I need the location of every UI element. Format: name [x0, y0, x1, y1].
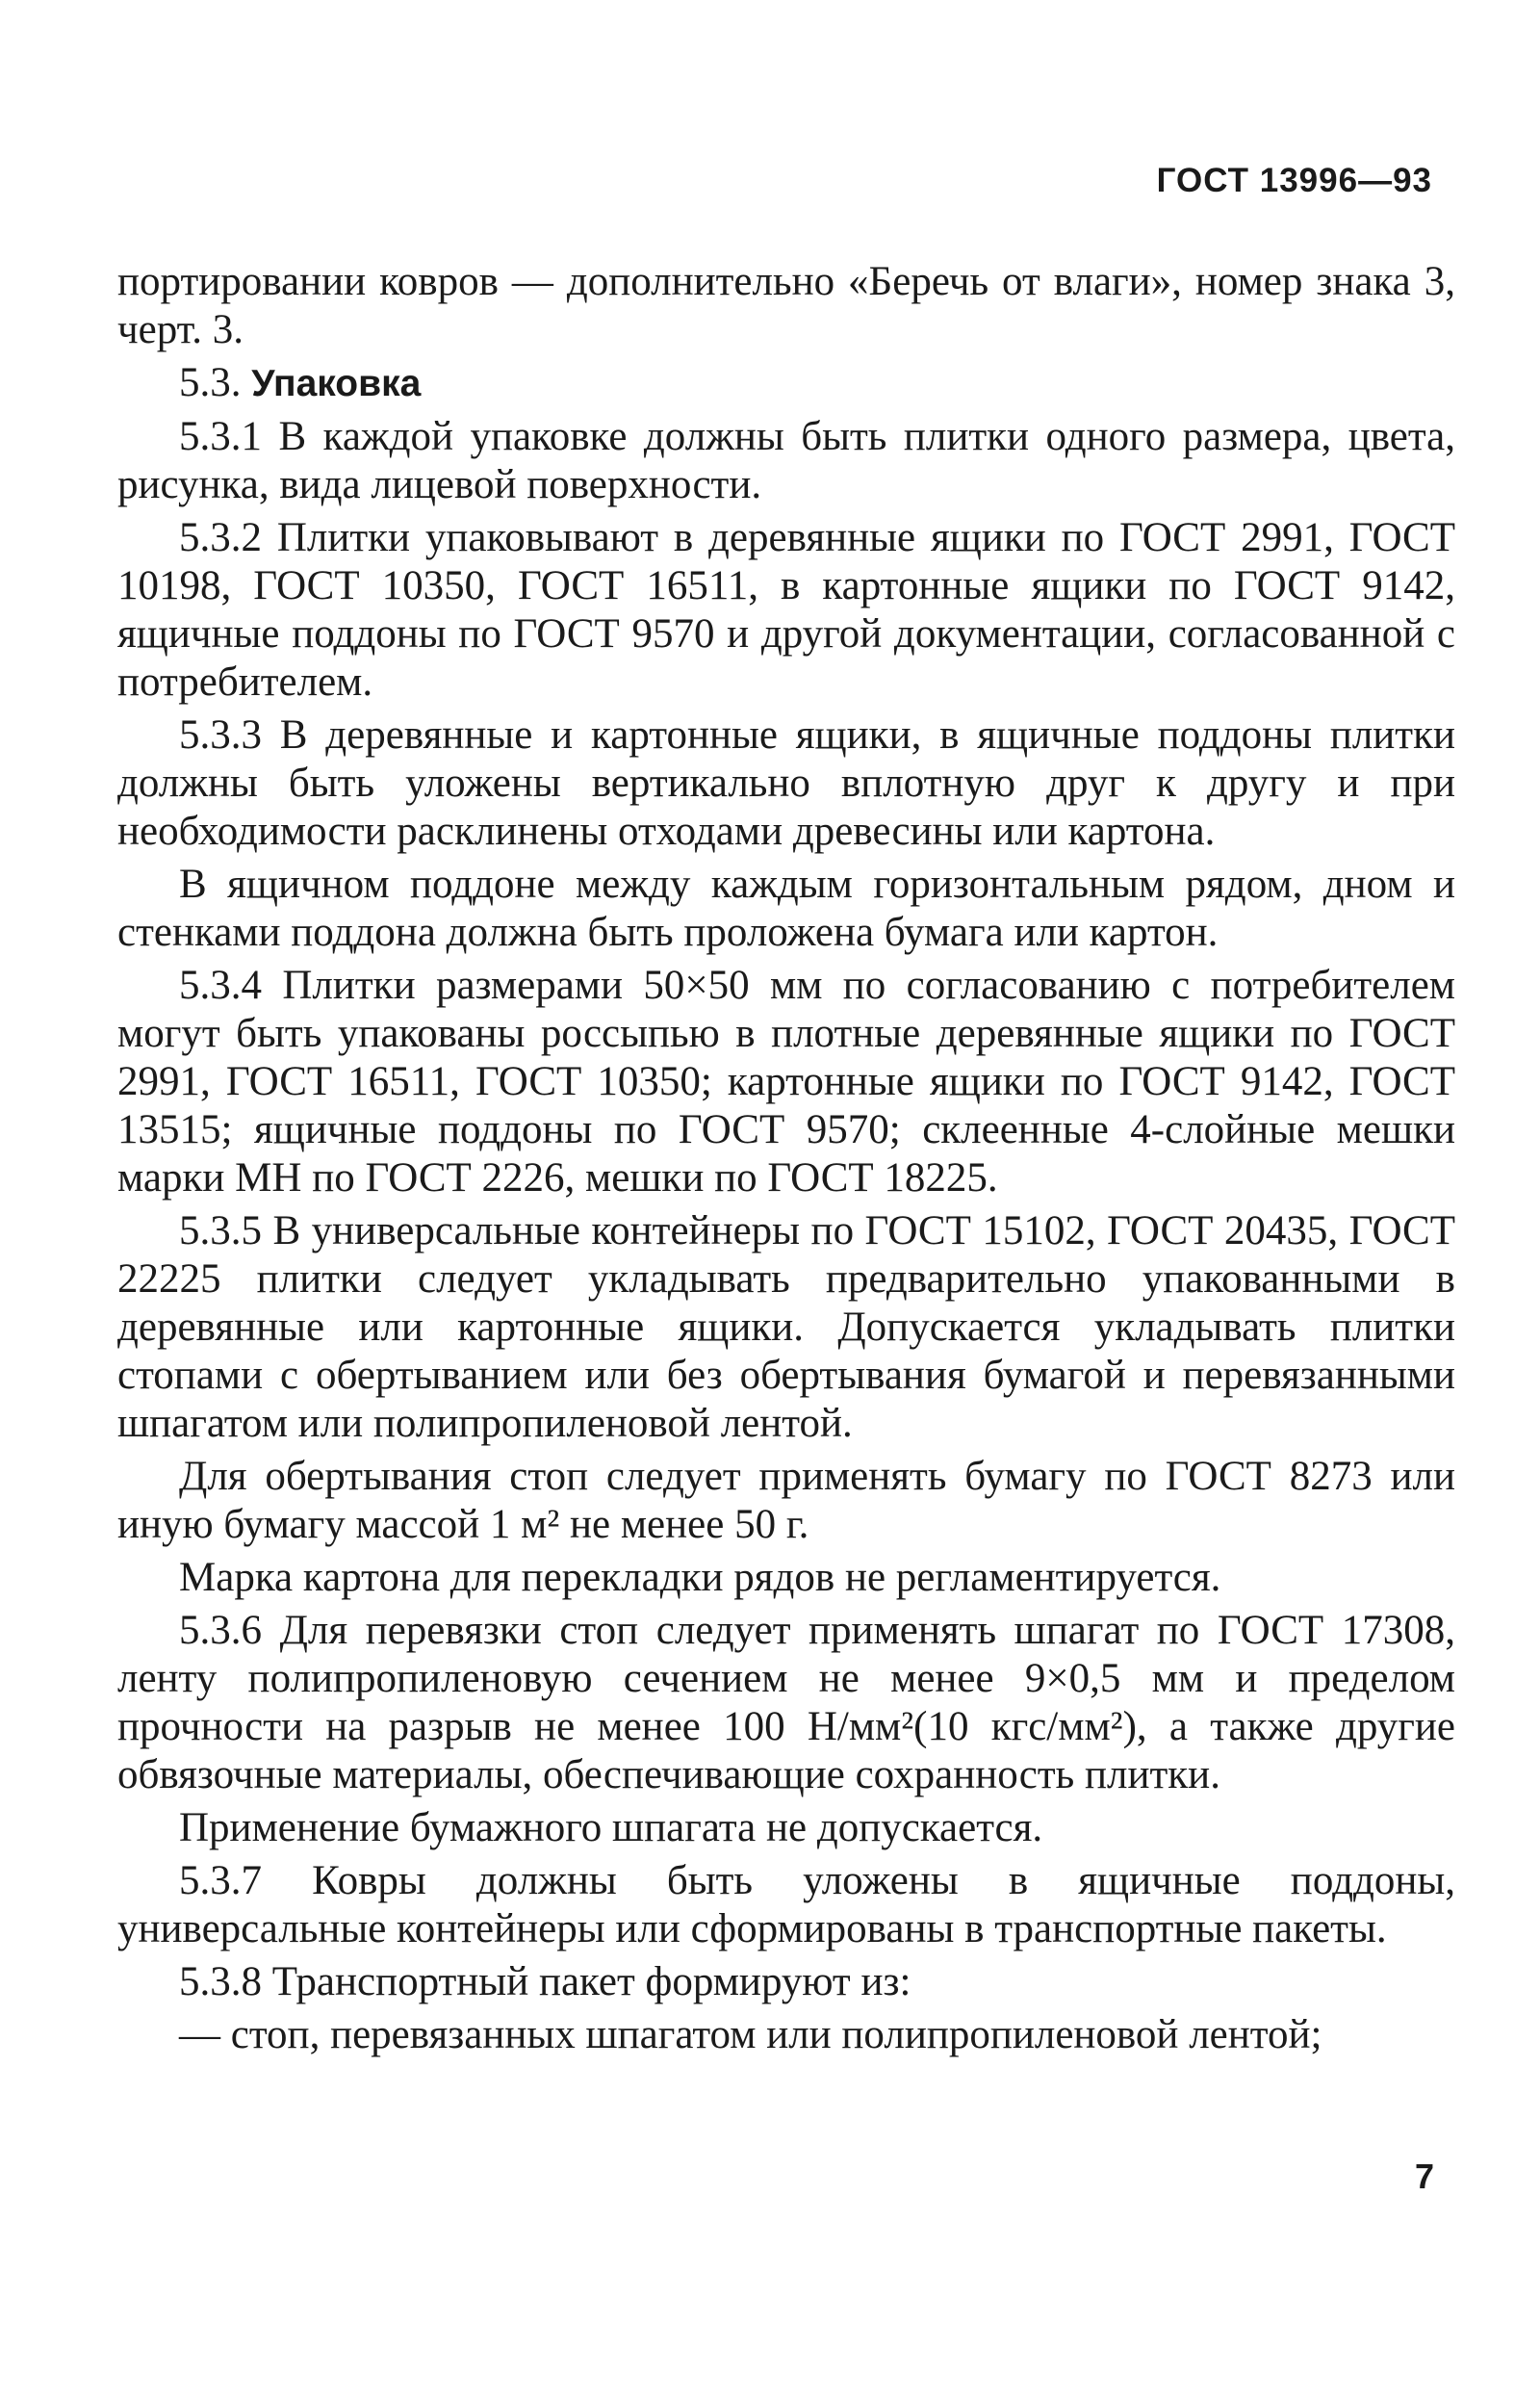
- paragraph-continuation: портировании ковров — дополнительно «Беречь от влаги», номер знака 3, черт. 3.: [117, 259, 1455, 352]
- paragraph-5-3-4: 5.3.4 Плитки размерами 50×50 мм по согласованию с потребителем могут быть упакованы россыпью в плотные деревянные ящики по ГОСТ 2991, ГОСТ 16511, ГОСТ 10350; картонные ящики по ГОСТ 9142, ГОСТ 13515; ящичные поддоны по ГОСТ 9570; склеенные 4-слойные мешки марки МН по ГОСТ 2226, мешки по ГОСТ 18225.: [117, 963, 1455, 1201]
- paragraph-5-3-5: 5.3.5 В универсальные контейнеры по ГОСТ 15102, ГОСТ 20435, ГОСТ 22225 плитки следует укладывать предварительно упакованными в деревянные или картонные ящики. Допускается укладывать плитки стопами с обертыванием или без обертывания бумагой и перевязанными шпагатом или полипропиленовой лентой.: [117, 1208, 1455, 1446]
- paragraph-5-3-1: 5.3.1 В каждой упаковке должны быть плитки одного размера, цвета, рисунка, вида лицевой поверхности.: [117, 414, 1455, 507]
- paragraph-5-3-3: 5.3.3 В деревянные и картонные ящики, в ящичные поддоны плитки должны быть уложены вертикально вплотную друг к другу и при необходимости расклинены отходами древесины или картона.: [117, 712, 1455, 854]
- paragraph-5-3-6: 5.3.6 Для перевязки стоп следует применять шпагат по ГОСТ 17308, ленту полипропиленовую сечением не менее 9×0,5 мм и пределом прочности на разрыв не менее 100 Н/мм²(10 кгс/мм²), а также другие обвязочные материалы, обеспечивающие сохранность плитки.: [117, 1608, 1455, 1797]
- paragraph-5-3-8: 5.3.8 Транспортный пакет формируют из:: [179, 1959, 911, 2004]
- paragraph-5-3-7: 5.3.7 Ковры должны быть уложены в ящичные поддоны, универсальные контейнеры или сформированы в транспортные пакеты.: [117, 1858, 1455, 1951]
- section-number: 5.3.: [179, 360, 252, 405]
- list-item-dash: — стоп, перевязанных шпагатом или полипропиленовой лентой;: [179, 2012, 1322, 2057]
- paragraph-twine-note: Применение бумажного шпагата не допускается.: [179, 1805, 1043, 1850]
- section-title: Упаковка: [251, 363, 422, 404]
- paragraph-cardboard-grade: Марка картона для перекладки рядов не регламентируется.: [179, 1555, 1221, 1600]
- paragraph-pallet-note: В ящичном поддоне между каждым горизонтальным рядом, дном и стенками поддона должна быть проложена бумага или картон.: [117, 862, 1455, 955]
- page-number: 7: [1414, 2157, 1434, 2196]
- document-code: ГОСТ 13996—93: [1156, 162, 1432, 199]
- paragraph-5-3-2: 5.3.2 Плитки упаковывают в деревянные ящики по ГОСТ 2991, ГОСТ 10198, ГОСТ 10350, ГОСТ 16511, в картонные ящики по ГОСТ 9142, ящичные поддоны по ГОСТ 9570 и другой документации, согласованной с потребителем.: [117, 515, 1455, 705]
- paragraph-wrapping-paper: Для обертывания стоп следует применять бумагу по ГОСТ 8273 или иную бумагу массой 1 м² не менее 50 г.: [117, 1454, 1455, 1547]
- section-heading: [117, 359, 1455, 408]
- document-body: [117, 258, 1455, 2064]
